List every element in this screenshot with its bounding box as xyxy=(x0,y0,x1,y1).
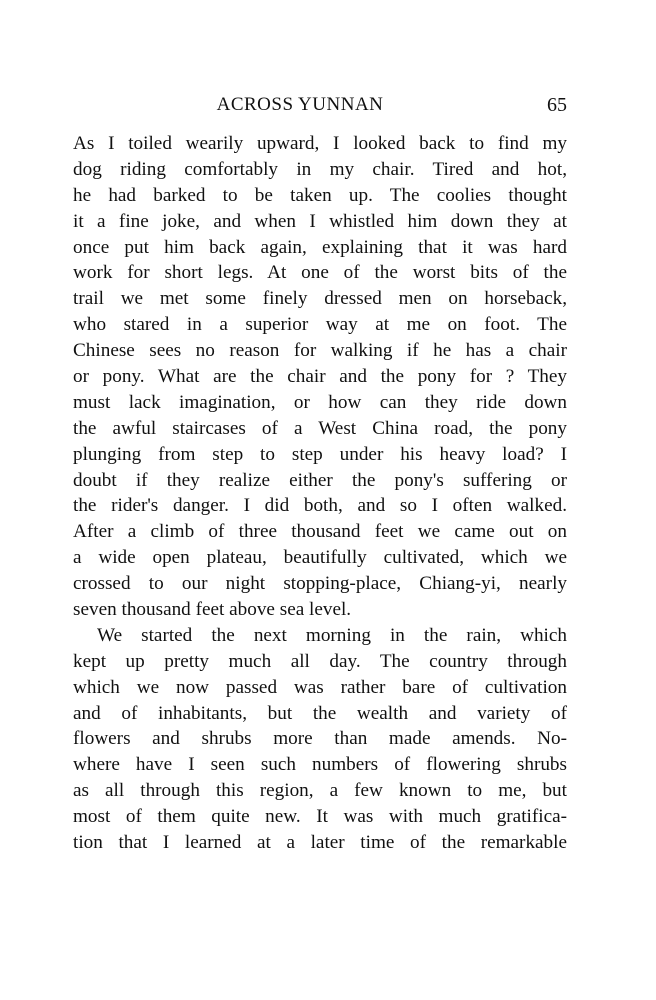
text-line: which we now passed was rather bare of cultivation xyxy=(73,676,567,698)
text-line: plunging from step to step under his heavy load? I xyxy=(73,443,567,465)
paragraph xyxy=(73,623,567,856)
text-line: As I toiled wearily upward, I looked back to find my xyxy=(73,133,567,154)
text-line: Chinese sees no reason for walking if he has a chair xyxy=(73,340,567,362)
text-line: most of them quite new. It was with much gratifica- xyxy=(73,806,567,828)
text-line: work for short legs. At one of the worst bits of the xyxy=(73,262,567,284)
running-title: ACROSS YUNNAN xyxy=(216,94,384,115)
text-line: dog riding comfortably in my chair. Tired and hot, xyxy=(73,158,567,180)
text-line: must lack imagination, or how can they ride down xyxy=(73,391,567,413)
paragraph xyxy=(73,131,567,623)
text-line: once put him back again, explaining that it was hard xyxy=(73,236,567,258)
text-line: the awful staircases of a West China road, the pony xyxy=(73,417,567,439)
page-number: 65 xyxy=(547,94,567,116)
text-line: he had barked to be taken up. The coolies thought xyxy=(73,184,567,206)
text-line: flowers and shrubs more than made amends. No- xyxy=(73,728,567,750)
text-line: tion that I learned at a later time of the remarkable xyxy=(73,832,567,854)
page-body xyxy=(73,131,567,856)
text-line: where have I seen such numbers of flowering shrubs xyxy=(73,754,567,776)
text-line: who stared in a superior way at me on foot. The xyxy=(73,314,567,336)
text-line: kept up pretty much all day. The country through xyxy=(73,650,567,672)
text-line: crossed to our night stopping-place, Chiang-yi, nearly xyxy=(73,573,567,595)
text-line: After a climb of three thousand feet we came out on xyxy=(73,521,567,543)
page-header xyxy=(73,94,567,120)
text-line: the rider's danger. I did both, and so I often walked. xyxy=(73,495,567,517)
text-line: trail we met some finely dressed men on horseback, xyxy=(73,288,567,310)
text-line: a wide open plateau, beautifully cultivated, which we xyxy=(73,547,567,569)
text-line: and of inhabitants, but the wealth and variety of xyxy=(73,702,567,724)
text-line: as all through this region, a few known to me, but xyxy=(73,780,567,802)
text-line: seven thousand feet above sea level. xyxy=(73,599,352,621)
text-line: it a fine joke, and when I whistled him down they at xyxy=(73,210,567,232)
text-line: We started the next morning in the rain, which xyxy=(97,624,567,646)
text-line: or pony. What are the chair and the pony for ? They xyxy=(73,366,567,388)
text-line: doubt if they realize either the pony's suffering or xyxy=(73,469,567,491)
